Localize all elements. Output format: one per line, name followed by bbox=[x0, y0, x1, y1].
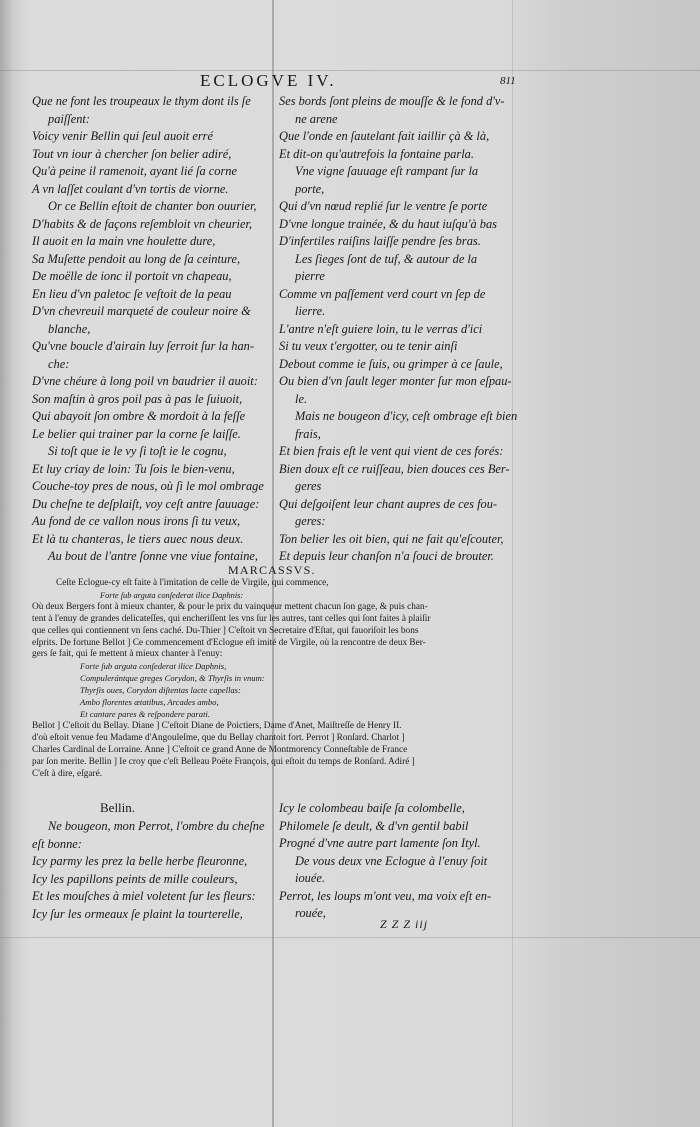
verse-line: Icy ſur les ormeaux ſe plaint la tourterelle, bbox=[32, 906, 243, 921]
speaker-name: Bellin. bbox=[100, 800, 136, 815]
verse-line: geres bbox=[295, 479, 322, 493]
verse-line: Les ſieges ſont de tuf, & autour de la bbox=[295, 251, 478, 266]
commentary-line: par ſon merite. Bellin ] Ie croy que c'eſt Belleau Poëte François, qui eſtoit du temps de Ronſard. Adiré ] bbox=[32, 756, 415, 767]
signature-mark: Z Z Z iij bbox=[380, 917, 429, 931]
verse-line: Sa Muſette pendoit au long de ſa ceinture, bbox=[32, 251, 241, 266]
verse-line: Ou bien d'vn ſault leger monter ſur mon eſpau- bbox=[279, 374, 512, 388]
commentary-line: C'eſt à dire, eſgaré. bbox=[32, 768, 103, 779]
commentary-heading: MARCASSVS. bbox=[228, 563, 316, 577]
verse-line: Qu'vne boucle d'airain luy ſerroit ſur la han- bbox=[32, 339, 254, 353]
commentary-line: Forte ſub arguta conſederat ilice Daphnis: bbox=[100, 590, 244, 600]
verse-line: Ne bougeon, mon Perrot, l'ombre du cheſne bbox=[48, 819, 265, 833]
verse-line: D'vne longue trainée, & du haut iuſqu'à bas bbox=[279, 216, 497, 231]
verse-line: Si toſt que ie le vy ſi toſt ie le cognu, bbox=[48, 444, 227, 458]
commentary-line: eſprits. De fortune Bellot ] Ce commencement d'Eclogue eſt imité de Virgile, où la rencontre de deux Ber- bbox=[32, 637, 426, 648]
verse-line: Ses bords ſont pleins de mouſſe & le fond d'v- bbox=[279, 94, 505, 108]
verse-line: Philomele ſe deult, & d'vn gentil babil bbox=[279, 818, 469, 833]
verse-line: Si tu veux t'ergotter, ou te tenir ainſi bbox=[279, 339, 458, 353]
verse-line: Et dit-on qu'autrefois la fontaine parla. bbox=[279, 146, 474, 161]
verse-line: paiſſent: bbox=[48, 111, 90, 126]
commentary-line: Ambo florentes ætatibus, Arcades ambo, bbox=[80, 697, 219, 708]
commentary-line: Ceſte Eclogue-cy eſt faite à l'imitation de celle de Virgile, qui commence, bbox=[56, 578, 329, 588]
page-crease bbox=[512, 0, 513, 1127]
verse-line: lierre. bbox=[295, 304, 326, 318]
running-header bbox=[30, 71, 520, 95]
verse-line: Vne vigne ſauuage eſt rampant ſur la bbox=[295, 164, 479, 178]
verse-column-right bbox=[279, 93, 518, 566]
verse-line: Perrot, les loups m'ont veu, ma voix eſt en- bbox=[279, 888, 492, 903]
verse-line: Et luy criay de loin: Tu ſois le bien-venu, bbox=[32, 461, 235, 476]
verse-line: D'vn chevreuil marqueté de couleur noire & bbox=[32, 304, 251, 318]
verse-line: Tout vn iour à chercher ſon belier adiré, bbox=[32, 146, 232, 161]
verse-line: Et bien frais eſt le vent qui vient de ces forés: bbox=[279, 444, 504, 458]
verse-line: L'antre n'eſt guiere loin, tu le verras d'ici bbox=[279, 321, 483, 336]
verse-line: blanche, bbox=[48, 321, 91, 336]
verse-line: ne arene bbox=[295, 111, 338, 126]
commentary-line: gers ſe fait, qui ſe mettent à mieux chanter à l'enuy: bbox=[32, 649, 223, 660]
verse-line: De vous deux vne Eclogue à l'enuy ſoit bbox=[295, 853, 488, 868]
verse-line: Couche-toy pres de nous, où ſi le mol ombrage bbox=[32, 479, 264, 493]
verse-line: rouée, bbox=[295, 906, 326, 920]
verse-line: pierre bbox=[295, 269, 325, 283]
verse-column-left bbox=[32, 93, 264, 566]
verse-line: Qui abayoit ſon ombre & mordoit à la feſſe bbox=[32, 409, 246, 423]
commentary-line: Et cantare pares & reſpondere parati. bbox=[80, 708, 211, 719]
verse-line: Icy les papillons peints de mille couleurs, bbox=[32, 871, 238, 886]
commentary-line: Où deux Bergers font à mieux chanter, & pour le prix du vainqueur mettent chacun ſon gage, & puis chan- bbox=[32, 601, 428, 612]
verse-line: Icy le colombeau baiſe ſa colombelle, bbox=[279, 801, 465, 815]
paper-crease-bottom bbox=[0, 937, 700, 938]
verse-line: Au fond de ce vallon nous irons ſi tu veux, bbox=[32, 514, 241, 528]
commentary-line: tent à l'enuy de grandes delicateſſes, qui encheriſſent les vns ſur les autres, tant celles qui ſont faites à plaiſir bbox=[32, 613, 431, 624]
bellin-verse-right bbox=[279, 800, 509, 923]
verse-line: D'infertiles raiſins laiſſe pendre ſes bras. bbox=[279, 234, 481, 248]
verse-line: A vn laſſet coulant d'vn tortis de viorne. bbox=[32, 181, 229, 196]
verse-line: Debout comme ie ſuis, ou grimper à ce ſaule, bbox=[279, 356, 503, 371]
page-number: 811 bbox=[500, 75, 516, 87]
verse-line: Du cheſne te deſplaiſt, voy ceſt antre ſauuage: bbox=[32, 496, 260, 511]
verse-line: Icy parmy les prez la belle herbe fleuronne, bbox=[32, 854, 248, 868]
commentary-line: Compulerántque greges Corydon, & Thyrſis in vnum: bbox=[80, 673, 265, 684]
commentary-line: que celles qui contiennent vn ſens caché. Du-Thier ] C'eſtoit vn Secretaire d'Eſtat, qui fauoriſoit les bons bbox=[32, 625, 419, 636]
verse-line: Que ne font les troupeaux le thym dont ils ſe bbox=[32, 94, 251, 108]
verse-line: iouée. bbox=[295, 871, 325, 885]
verse-line: Au bout de l'antre ſonne vne viue fontaine, bbox=[48, 549, 259, 563]
verse-line: frais, bbox=[295, 426, 321, 441]
verse-line: Qu'à peine il ramenoit, ayant lié ſa corne bbox=[32, 164, 237, 178]
verse-line: De moëlle de ionc il portoit vn chapeau, bbox=[32, 269, 232, 283]
verse-line: Ton belier les oit bien, qui ne fait qu'eſcouter, bbox=[279, 531, 504, 546]
verse-line: D'vne chéure à long poil vn baudrier il auoit: bbox=[32, 374, 258, 388]
verse-line: che: bbox=[48, 356, 70, 371]
commentary-line: Forte ſub arguta conſederat ilice Daphnis, bbox=[80, 661, 227, 672]
verse-line: porte, bbox=[295, 181, 325, 196]
commentary-line: Thyrſis oues, Corydon diſtentas lacte capellas: bbox=[80, 685, 241, 696]
commentary-line: d'où eſtoit venue feu Madame d'Angouleſme, que du Bellay chantoit fort. Perrot ] Ronſard. Charlot ] bbox=[32, 732, 405, 743]
verse-line: Progné d'vne autre part lamente ſon Ityl. bbox=[279, 836, 481, 850]
verse-line: le. bbox=[295, 391, 308, 406]
verse-line: Mais ne bougeon d'icy, ceſt ombrage eſt bien bbox=[295, 409, 518, 423]
verse-line: geres: bbox=[295, 514, 326, 528]
verse-line: Or ce Bellin eſtoit de chanter bon ouurier, bbox=[48, 199, 257, 213]
verse-line: Comme vn paſſement verd court vn ſep de bbox=[279, 286, 486, 301]
commentary-line: Charles Cardinal de Lorraine. Anne ] C'eſtoit ce grand Anne de Montmorency Conneſtable de France bbox=[32, 744, 408, 755]
verse-line: Qui deſgoiſent leur chant aupres de ces fou- bbox=[279, 496, 498, 511]
verse-line: Voicy venir Bellin qui ſeul auoit erré bbox=[32, 129, 213, 143]
verse-line: Bien doux eſt ce ruiſſeau, bien douces ces Ber- bbox=[279, 461, 510, 476]
verse-line: Son maſtin à gros poil pas à pas le ſuiuoit, bbox=[32, 391, 243, 406]
verse-line: En lieu d'vn paletoc ſe veſtoit de la peau bbox=[32, 286, 232, 301]
verse-line: Qui d'vn nœud replié ſur le ventre ſe porte bbox=[279, 199, 488, 213]
verse-line: eſt bonne: bbox=[32, 836, 82, 851]
verse-line: Et là tu chanteras, le tiers auec nous deux. bbox=[32, 531, 244, 546]
verse-line: Le belier qui trainer par la corne ſe laiſſe. bbox=[32, 426, 241, 441]
verse-line: Il auoit en la main vne houlette dure, bbox=[32, 234, 216, 248]
header-title: ECLOGVE IV. bbox=[200, 71, 337, 90]
bellin-verse-left bbox=[32, 818, 272, 923]
verse-line: Et depuis leur chanſon n'a ſouci de brouter. bbox=[279, 549, 494, 563]
verse-line: Que l'onde en ſautelant fait iaillir çà & là, bbox=[279, 129, 490, 143]
verse-line: Et les mouſches à miel voletent ſur les fleurs: bbox=[32, 889, 256, 903]
commentary-block bbox=[32, 578, 510, 780]
commentary-line: Bellot ] C'eſtoit du Bellay. Diane ] C'eſtoit Diane de Poictiers, Dame d'Anet, Maiſtreſſe de Henry II. bbox=[32, 720, 402, 731]
verse-line: D'habits & de façons reſembloit vn cheurier, bbox=[32, 216, 253, 231]
